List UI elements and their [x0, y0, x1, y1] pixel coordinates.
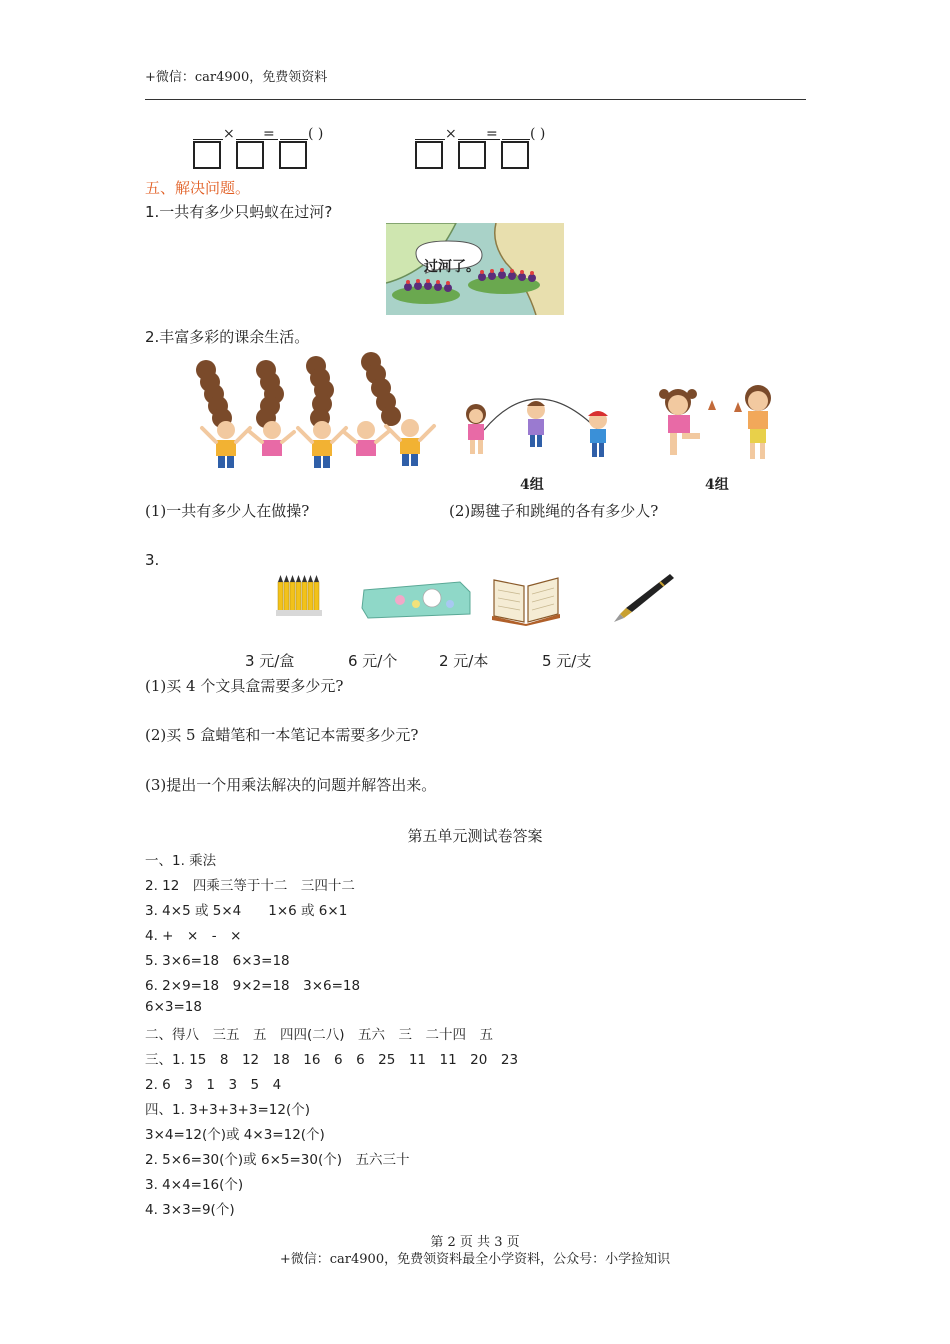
answer-line: 4. + × - × — [145, 928, 242, 944]
answer-box[interactable] — [279, 141, 307, 169]
blank-line — [193, 139, 223, 140]
answer-title: 第五单元测试卷答案 — [407, 827, 543, 845]
equals-sign: = — [486, 126, 498, 142]
group-count-label: 4组 — [705, 477, 729, 493]
price-pen: 5 元/支 — [542, 652, 592, 670]
blank-line — [415, 139, 445, 140]
unit-paren: ( ) — [308, 126, 324, 142]
times-sign: × — [223, 126, 235, 142]
speech-bubble-text: 过河了。 — [424, 259, 480, 275]
fountain-pen-icon — [612, 572, 674, 622]
answer-line: 2. 5×6=30(个)或 6×5=30(个) 五六三十 — [145, 1152, 410, 1168]
question-2-sub-1: (1)一共有多少人在做操? — [145, 502, 310, 520]
answer-box[interactable] — [236, 141, 264, 169]
jump-rope-illustration — [458, 390, 618, 466]
blank-line — [502, 139, 530, 140]
answer-line: 2. 12 四乘三等于十二 三四十二 — [145, 878, 355, 894]
pencil-case-icon — [360, 578, 472, 620]
kick-shuttlecock-illustration — [650, 376, 780, 468]
blank-line — [280, 139, 308, 140]
answer-box[interactable] — [193, 141, 221, 169]
section-title: 五、解决问题。 — [145, 179, 251, 197]
answer-line: 6×3=18 — [145, 999, 202, 1015]
answer-line: 4. 3×3=9(个) — [145, 1202, 235, 1218]
answer-line: 5. 3×6=18 6×3=18 — [145, 953, 290, 969]
unit-paren: ( ) — [530, 126, 546, 142]
ants-crossing-river-illustration — [386, 223, 564, 315]
price-notebook: 2 元/本 — [439, 652, 489, 670]
question-1: 1.一共有多少只蚂蚁在过河? — [145, 203, 333, 221]
footer-text: +微信：car4900，免费领资料最全小学资料，公众号：小学捡知识 — [279, 1252, 671, 1267]
price-pencil-case: 6 元/个 — [348, 652, 398, 670]
price-crayons: 3 元/盒 — [245, 652, 295, 670]
answer-line: 6. 2×9=18 9×2=18 3×6=18 — [145, 978, 361, 994]
answer-box[interactable] — [501, 141, 529, 169]
question-3-sub-3: (3)提出一个用乘法解决的问题并解答出来。 — [145, 776, 437, 794]
question-3-sub-2: (2)买 5 盒蜡笔和一本笔记本需要多少元? — [145, 726, 419, 744]
equals-sign: = — [263, 126, 275, 142]
question-2-sub-2: (2)踢毽子和跳绳的各有多少人? — [449, 502, 659, 520]
group-count-label: 4组 — [520, 477, 544, 493]
answer-line: 四、1. 3+3+3+3=12(个) — [145, 1102, 310, 1118]
answer-line: 3. 4×5 或 5×4 1×6 或 6×1 — [145, 903, 348, 919]
question-2: 2.丰富多彩的课余生活。 — [145, 328, 310, 346]
answer-line: 二、得八 三五 五 四四(二八) 五六 三 二十四 五 — [145, 1027, 494, 1043]
question-3-sub-1: (1)买 4 个文具盒需要多少元? — [145, 677, 344, 695]
header-divider — [145, 99, 806, 100]
answer-line: 一、1. 乘法 — [145, 853, 217, 869]
answer-box[interactable] — [415, 141, 443, 169]
answer-box[interactable] — [458, 141, 486, 169]
kids-doing-exercises-illustration — [166, 348, 442, 472]
times-sign: × — [445, 126, 457, 142]
crayon-box-icon — [274, 572, 324, 618]
question-3: 3. — [145, 551, 160, 569]
answer-line: 3×4=12(个)或 4×3=12(个) — [145, 1127, 325, 1143]
header-text: +微信：car4900，免费领资料 — [145, 70, 328, 85]
answer-line: 三、1. 15 8 12 18 16 6 6 25 11 11 20 23 — [145, 1052, 519, 1068]
answer-line: 3. 4×4=16(个) — [145, 1177, 244, 1193]
page-number: 第 2 页 共 3 页 — [430, 1235, 520, 1250]
notebook-icon — [490, 572, 562, 626]
answer-line: 2. 6 3 1 3 5 4 — [145, 1077, 282, 1093]
